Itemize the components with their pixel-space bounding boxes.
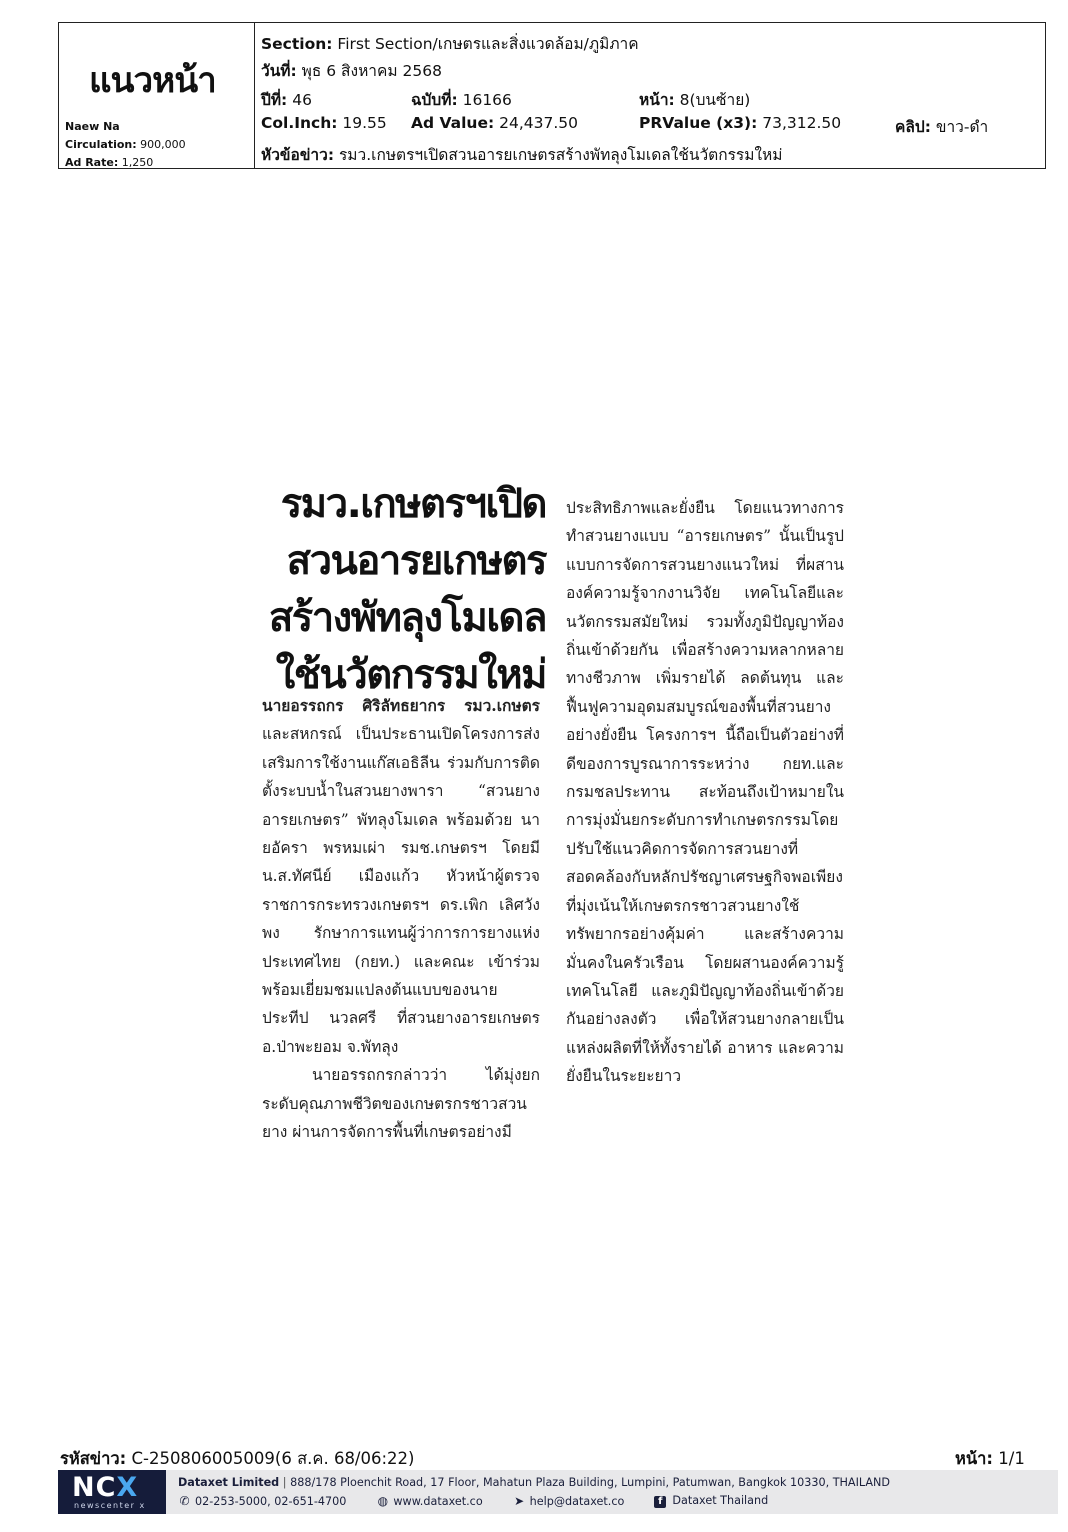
publication-panel [59,23,255,168]
contact-facebook[interactable] [654,1494,768,1508]
ncx-x: X [116,1472,139,1503]
page-count-label: หน้า: [955,1449,994,1468]
facebook-link[interactable]: Dataxet Thailand [672,1494,769,1507]
year-label: ปีที่: [261,91,288,109]
issue-value: 16166 [462,91,512,109]
clipping-header [58,22,1046,169]
headline-row [261,142,782,167]
phone-text: 02-253-5000, 02-651-4700 [195,1495,347,1508]
advalue-field [411,114,578,132]
phone-icon: ✆ [179,1494,190,1508]
company-name: Dataxet Limited [178,1476,280,1489]
clip-field [895,114,988,139]
headline-line: สวนอารยเกษตร [286,538,546,584]
contact-email[interactable] [513,1494,625,1508]
colinch-value: 19.55 [342,114,387,132]
date-row [261,58,442,83]
article-column-left [262,692,540,1147]
headline-line: ใช้นวัตกรรมใหม่ [275,652,546,698]
ad-rate-label: Ad Rate: [65,156,119,169]
colinch-field [261,114,387,132]
date-value: พุธ 6 สิงหาคม 2568 [301,62,442,80]
footer-bar [58,1470,1058,1514]
headline-line: รมว.เกษตรฯเปิด [280,481,546,527]
page-field [639,87,750,112]
circulation-label: Circulation: [65,138,137,151]
article-headline [256,476,546,704]
ncx-letters: NC [72,1472,117,1503]
news-code-value: C-250806005009(6 ส.ค. 68/06:22) [131,1449,415,1468]
date-label: วันที่: [261,62,297,80]
company-info [166,1470,1058,1514]
article-column-right [566,494,844,1091]
year-field [261,87,312,112]
section-row [261,31,639,56]
headline-label: หัวข้อข่าว: [261,146,335,164]
clip-value: ขาว-ดำ [935,118,989,136]
article-paragraph [262,692,540,1061]
news-code-label: รหัสข่าว: [60,1449,127,1468]
clip-label: คลิป: [895,118,931,136]
news-code [60,1446,414,1472]
ad-rate-value: 1,250 [121,156,154,169]
newspaper-logo: แนวหน้า [89,61,216,101]
article-paragraph: ประสิทธิภาพและยั่งยืน โดยแนวทางการทำสวนยางแบบ “อารยเกษตร” นั้นเป็นรูปแบบการจัดการสวนยางแนวใหม่ ที่ผสานองค์ความรู้จากงานวิจัย เทคโนโลยีและนวัตกรรมสมัยใหม่ รวมทั้งภูมิปัญญาท้องถิ่นเข้าด้วยกัน เพื่อสร้างความหลากหลายทางชีวภาพ เพิ่มรายได้ ลดต้นทุน และฟื้นฟูความอุดมสมบูรณ์ของพื้นที่สวนยางอย่างยั่งยืน โครงการฯ นี้ถือเป็นตัวอย่างที่ดีของการบูรณาการระหว่าง กยท.และกรมชลประทาน สะท้อนถึงเป้าหมายในการมุ่งมั่นยกระดับการทำเกษตรกรรมโดยปรับใช้แนวคิดการจัดการสวนยางที่สอดคล้องกับหลักปรัชญาเศรษฐกิจพอเพียง ที่มุ่งเน้นให้เกษตรกรชาวสวนยางใช้ทรัพยากรอย่างคุ้มค่า และสร้างความมั่นคงในครัวเรือน โดยผสานองค์ความรู้ เทคโนโลยี และภูมิปัญญาท้องถิ่นเข้าด้วยกันอย่างลงตัว เพื่อให้สวนยางกลายเป็นแหล่งผลิตที่ให้ทั้งรายได้ อาหาร และความยั่งยืนในระยะยาว [566,499,844,1086]
headline-value: รมว.เกษตรฯเปิดสวนอารยเกษตรสร้างพัทลุงโมเดลใช้นวัตกรรมใหม่ [338,146,783,164]
contact-line [178,1494,768,1508]
headline-line: สร้างพัทลุงโมเดล [268,595,546,641]
email-link[interactable]: help@dataxet.co [529,1495,625,1508]
ncx-logo [58,1470,166,1514]
ncx-wordmark [72,1472,138,1503]
website-link[interactable]: www.dataxet.co [393,1495,483,1508]
prvalue-label: PRValue (x3): [639,114,758,132]
prvalue-value: 73,312.50 [762,114,842,132]
contact-phone [178,1494,346,1508]
contact-website[interactable] [376,1494,482,1508]
lead-name: นายอรรถกร ศิริลัทธยากร รมว.เกษตร [262,696,540,715]
company-address-line: Dataxet Limited | 888/178 Ploenchit Road, 17 Floor, Mahatun Plaza Building, Lumpini, Patumwan, Bangkok 10330, THAILAND [178,1476,891,1489]
page-value: 8(บนซ้าย) [679,91,751,109]
ncx-tagline: newscenter x [74,1501,146,1510]
article-paragraph: นายอรรถกรกล่าวว่า ได้มุ่งยกระดับคุณภาพชีวิตของเกษตรกรชาวสวนยาง ผ่านการจัดการพื้นที่เกษตรอย่างมี [262,1066,540,1142]
globe-icon: ◍ [377,1494,389,1508]
page-count-value: 1/1 [998,1449,1025,1468]
issue-field [411,87,512,112]
page-label: หน้า: [639,91,675,109]
page-count [955,1446,1025,1472]
issue-label: ฉบับที่: [411,91,458,109]
publication-info [65,118,186,172]
company-address: 888/178 Ploenchit Road, 17 Floor, Mahatun Plaza Building, Lumpini, Patumwan, Bangkok 10330, THAILAND [290,1476,891,1489]
section-value: First Section/เกษตรและสิ่งแวดล้อม/ภูมิภาค [337,35,639,53]
prvalue-field [639,114,841,132]
year-value: 46 [292,91,312,109]
publication-name: Naew Na [65,120,120,133]
advalue-value: 24,437.50 [499,114,578,132]
paragraph-text: และสหกรณ์ เป็นประธานเปิดโครงการส่งเสริมการใช้งานแก๊สเอธิลีน ร่วมกับการติดตั้งระบบน้ำในสวนยางพารา “สวนยางอารยเกษตร” พัทลุงโมเดล พร้อมด้วย นายอัครา พรหมเผ่า รมช.เกษตรฯ โดยมี น.ส.ทัศนีย์ เมืองแก้ว หัวหน้าผู้ตรวจราชการกระทรวงเกษตรฯ ดร.เพิก เลิศวังพง รักษาการแทนผู้ว่าการการยางแห่งประเทศไทย (กยท.) และคณะ เข้าร่วม พร้อมเยี่ยมชมแปลงต้นแบบของนายประทีป นวลศรี ที่สวนยางอารยเกษตร อ.ป่าพะยอม จ.พัทลุง [262,725,540,1056]
circulation-value: 900,000 [140,138,186,151]
clipping-details [255,23,1045,168]
advalue-label: Ad Value: [411,114,495,132]
send-icon: ➤ [514,1494,525,1508]
facebook-icon: f [654,1496,666,1508]
section-label: Section: [261,35,333,53]
colinch-label: Col.Inch: [261,114,338,132]
